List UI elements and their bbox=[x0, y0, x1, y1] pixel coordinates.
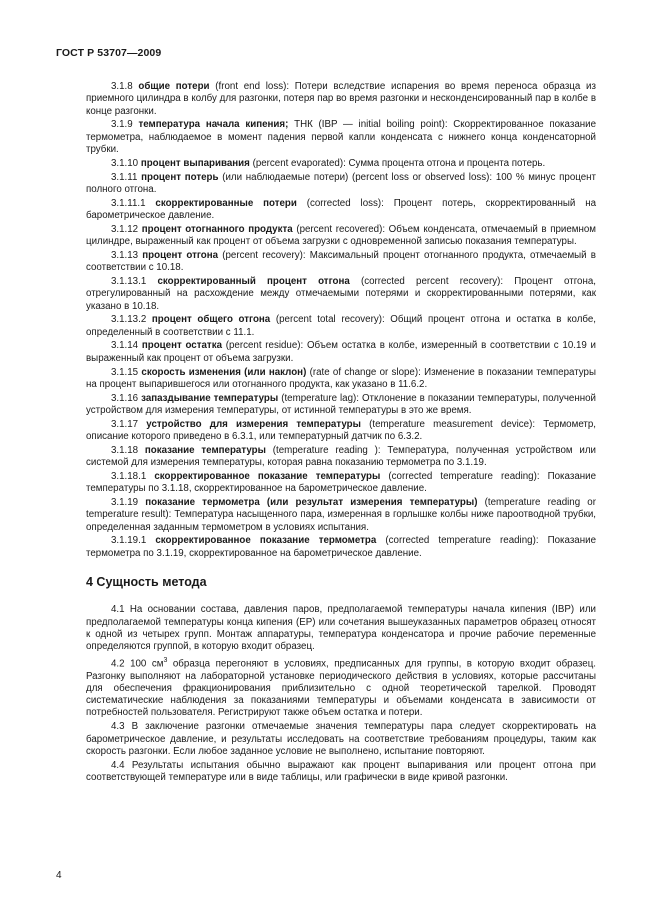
definition-text: (rate of change or slope): Изменение в показании температуры на процент выпарившегося или отогнанного продукта, как указано в 11.6.2. bbox=[86, 366, 596, 390]
definition-term: скорректированный процент отгона bbox=[157, 275, 350, 287]
definition-term: общие потери bbox=[138, 81, 210, 92]
page-number: 4 bbox=[56, 870, 62, 881]
definition-number: 3.1.19 bbox=[111, 497, 139, 508]
definition-text: (percent total recovery): Общий процент отгона и остатка в колбе, определенный в соответствии с 11.1. bbox=[86, 314, 596, 338]
definition-text: (corrected temperature reading): Показание температуры по 3.1.18, скорректированное на барометрическое давление. bbox=[86, 470, 596, 495]
definition-term: процент отогнанного продукта bbox=[141, 223, 293, 235]
definition-number: 3.1.18 bbox=[111, 444, 139, 456]
definition-paragraph bbox=[86, 314, 596, 339]
definition-text: (percent recovered): Объем конденсата, отмечаемый в приемном цилиндре, выраженный как процент от объема загрузки с одновременной записью показания температуры. bbox=[86, 223, 597, 248]
definition-term: скорректированное показание термометра bbox=[155, 535, 377, 547]
definition-number: 3.1.10 bbox=[111, 157, 139, 169]
definition-text: (temperature reading or temperature result): Температура насыщенного пара, измеренная в горлышке колбы ниже пароотводной трубки, определенная заданным термометром в условиях испытания. bbox=[86, 497, 596, 533]
definition-text: (corrected temperature reading): Показание термометра по 3.1.19, скорректированное на барометрическое давление. bbox=[86, 535, 596, 559]
definition-paragraph bbox=[86, 497, 596, 534]
definition-paragraph bbox=[86, 250, 596, 275]
definition-paragraph bbox=[86, 224, 596, 249]
definition-term: температура начала кипения; bbox=[138, 119, 289, 131]
definition-number: 3.1.13 bbox=[111, 249, 139, 261]
definition-number: 3.1.14 bbox=[111, 340, 139, 352]
definition-paragraph bbox=[86, 172, 596, 197]
definition-term: скорректированные потери bbox=[155, 197, 297, 209]
definition-number: 3.1.17 bbox=[111, 418, 139, 430]
definition-text: (percent evaporated): Сумма процента отгона и процента потерь. bbox=[252, 157, 546, 169]
definition-term: процент отгона bbox=[142, 249, 219, 261]
definition-paragraph bbox=[86, 367, 596, 392]
definition-text: (corrected percent recovery): Процент отгона, отрегулированный на расхождение между отмечаемыми потерями и скорректированными потерями, как указано в 10.18. bbox=[86, 275, 596, 312]
paragraph-text: 4.1 На основании состава, давления паров, предполагаемой температуры начала кипения (IBP) или предполагаемой температуры конца кипения (EP) или сочетания вышеуказанных параметров образец относят к одной из четырех групп. Монтаж аппаратуры, температура конденсатора и прочие рабочие переменные определяются группой, в которую входит образец. bbox=[86, 604, 596, 653]
definition-term: процент остатка bbox=[141, 340, 223, 352]
definition-paragraph bbox=[86, 81, 596, 118]
definition-term: скорректированное показание температуры bbox=[154, 470, 381, 482]
definition-number: 3.1.11.1 bbox=[111, 197, 146, 209]
definition-number: 3.1.15 bbox=[111, 366, 139, 378]
definition-paragraph bbox=[86, 119, 596, 156]
paragraph-text: 4.4 Результаты испытания обычно выражают как процент выпаривания или процент отгона при соответствующей температуре или в виде таблицы, или графически в виде кривой разгонки. bbox=[86, 759, 596, 783]
definition-text: ТНК (IBP — initial boiling point): Скорректированное показание термометра, наблюдаемое в момент падения первой капли конденсата с нижнего конца конденсаторной трубки. bbox=[86, 119, 596, 155]
definition-number: 3.1.13.2 bbox=[111, 314, 147, 326]
section-paragraph bbox=[86, 655, 596, 720]
definition-paragraph bbox=[86, 445, 596, 470]
superscript: 3 bbox=[163, 656, 168, 664]
section-paragraph bbox=[86, 760, 596, 785]
definition-number: 3.1.11 bbox=[111, 171, 138, 183]
definition-text: (или наблюдаемые потери) (percent loss or observed loss): 100 % минус процент полного отгона. bbox=[86, 171, 596, 195]
definition-paragraph bbox=[86, 471, 596, 496]
paragraph-text: образца перегоняют в условиях, предписанных для группы, в которую входит образец. Разгонку выполняют на лабораторной установке периодического действия в условиях, которые рассчитаны для обеспечения фракционирования приблизительно с одной теоретической тарелкой. Проводят систематические наблюдения за показаниями температуры и объемами конденсата в зависимости от потребностей пользователя. Регистрируют также объем остатка и потери. bbox=[86, 658, 596, 719]
section-title: 4 Сущность метода bbox=[86, 574, 207, 589]
definition-paragraph bbox=[86, 276, 596, 313]
definition-text: (temperature lag): Отклонение в показании температуры, полученной устройством для измерения температуры, от истинной температуры в это же время. bbox=[86, 392, 596, 416]
definition-term: процент потерь bbox=[141, 171, 219, 183]
definition-term: скорость изменения (или наклон) bbox=[141, 366, 307, 378]
definition-paragraph bbox=[86, 198, 596, 223]
definitions-list bbox=[86, 81, 596, 560]
definition-paragraph bbox=[86, 340, 596, 365]
definition-text: (front end loss): Потери вследствие испарения во время переноса образца из приемного цилиндра в колбу для разгонки, потеря пар во время разгонки и несконденсированный пар в колбе в конце разгонки. bbox=[86, 81, 596, 117]
definition-term: показание температуры bbox=[144, 444, 266, 456]
definition-number: 3.1.18.1 bbox=[111, 470, 147, 482]
page-content bbox=[86, 81, 596, 786]
paragraph-text: 4.3 В заключение разгонки отмечаемые значения температуры пара следует скорректировать на барометрическое давление, и результаты исследовать на соответствие требованиям процедуры, таким как скорость разгонки. Если любое заданное условие не выполнено, испытание повторяют. bbox=[86, 721, 596, 757]
definition-number: 3.1.19.1 bbox=[111, 535, 147, 547]
definition-paragraph bbox=[86, 419, 596, 444]
definition-paragraph bbox=[86, 535, 596, 560]
definition-text: (corrected loss): Процент потерь, скорректированный на барометрическое давление. bbox=[86, 197, 597, 221]
definition-text: (percent residue): Объем остатка в колбе, измеренный в соответствии с 10.19 и выраженный как процент от объема загрузки. bbox=[86, 340, 596, 364]
definition-term: показание термометра (или результат измерения температуры) bbox=[145, 497, 478, 508]
definition-text: (percent recovery): Максимальный процент отогнанного продукта, отмечаемый в соответствии с 10.18. bbox=[86, 249, 596, 274]
section-paragraph bbox=[86, 604, 596, 653]
definition-number: 3.1.12 bbox=[111, 223, 139, 235]
definition-term: процент общего отгона bbox=[151, 314, 271, 326]
definition-term: запаздывание температуры bbox=[141, 392, 279, 404]
section-paragraph bbox=[86, 721, 596, 758]
paragraph-text: 4.2 100 см bbox=[111, 658, 164, 670]
page-header: ГОСТ Р 53707—2009 bbox=[56, 47, 162, 59]
definition-text: (temperature measurement device): Термометр, описание которого приведено в 6.3.1, или температурный датчик по 6.3.2. bbox=[86, 418, 597, 443]
definition-text: (temperature reading ): Температура, полученная устройством или системой для измерения температуры, которая равна показанию термометра по 3.1.19. bbox=[86, 444, 596, 469]
definition-term: устройство для измерения температуры bbox=[146, 418, 361, 430]
definition-number: 3.1.9 bbox=[111, 119, 133, 131]
definition-paragraph bbox=[86, 393, 596, 418]
definition-number: 3.1.16 bbox=[111, 392, 139, 404]
definition-term: процент выпаривания bbox=[140, 157, 250, 169]
definition-number: 3.1.8 bbox=[111, 81, 133, 92]
definition-number: 3.1.13.1 bbox=[111, 275, 147, 287]
definition-paragraph bbox=[86, 158, 596, 170]
